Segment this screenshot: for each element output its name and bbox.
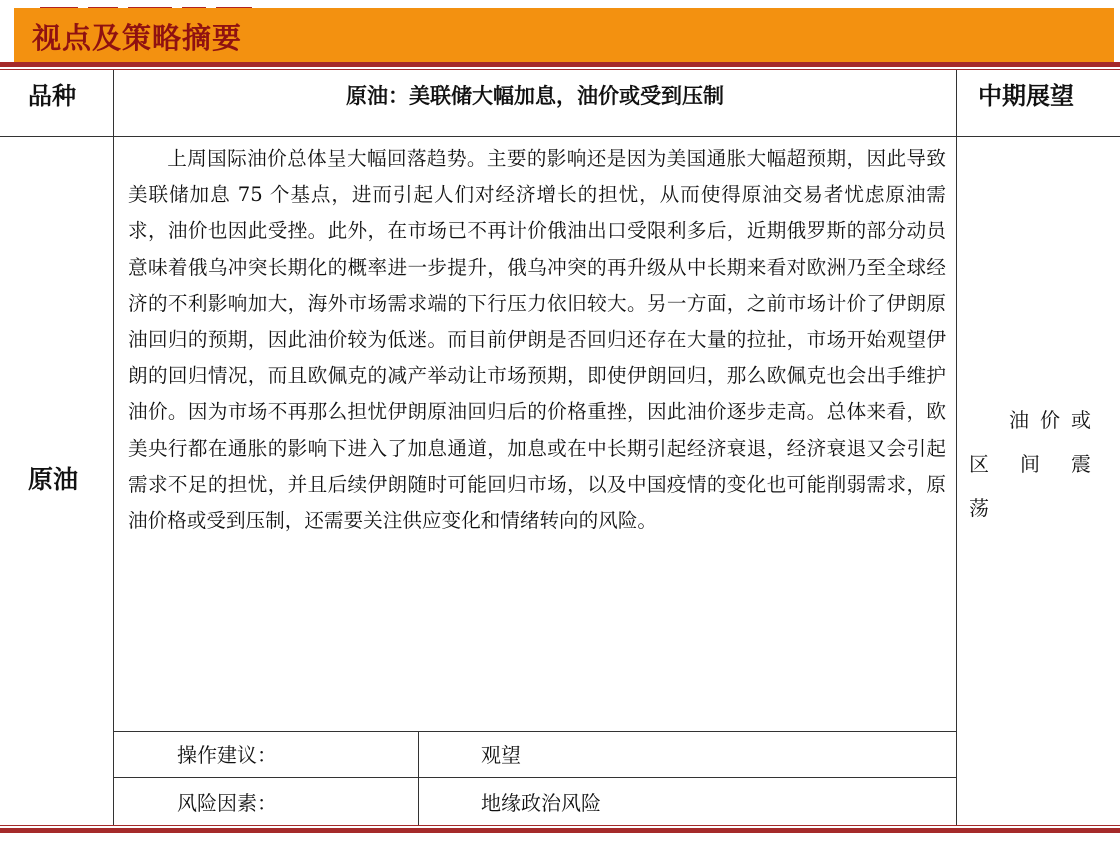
- top-rule-thin: [0, 69, 1120, 70]
- operation-label: 操作建议：: [177, 743, 277, 767]
- column-divider: [113, 70, 114, 825]
- column-divider: [418, 731, 419, 825]
- row-divider: [0, 136, 1120, 137]
- bottom-rule-thick: [0, 828, 1120, 833]
- risk-label: 风险因素：: [177, 791, 277, 815]
- outlook-text: 油价或区间震: [969, 408, 1093, 476]
- section-title: 视点及策略摘要: [32, 21, 243, 55]
- section-banner: [14, 8, 1114, 62]
- logo-fragment: [40, 0, 320, 8]
- risk-value: 地缘政治风险: [481, 791, 601, 815]
- bottom-rule-thin: [0, 825, 1120, 826]
- row-divider: [113, 777, 956, 778]
- header-variety: 品种: [28, 82, 76, 110]
- header-title: 原油：美联储大幅加息，油价或受到压制: [346, 84, 724, 108]
- top-rule-thick: [0, 62, 1120, 67]
- operation-value: 观望: [481, 743, 521, 767]
- analysis-text: 上周国际油价总体呈大幅回落趋势。主要的影响还是因为美国通胀大幅超预期，因此导致美联储加息 75 个基点，进而引起人们对经济增长的担忧，从而使得原油交易者忧虑原油需求，油价也因此受挫。此外，在市场已不再计价俄油出口受限利多后，近期俄罗斯的部分动员意味着俄乌冲突长期化的概率进一步提升，俄乌冲突的再升级从中长期来看对欧洲乃至全球经济的不利影响加大，海外市场需求端的下行压力依旧较大。另一方面，之前市场计价了伊朗原油回归的预期，因此油价较为低迷。而目前伊朗是否回归还存在大量的拉扯，市场开始观望伊朗的回归情况，而且欧佩克的减产举动让市场预期，即使伊朗回归，那么欧佩克也会出手维护油价。因为市场不再那么担忧伊朗原油回归后的价格重挫，因此油价逐步走高。总体来看，欧美央行都在通胀的影响下进入了加息通道，加息或在中长期引起经济衰退，经济衰退又会引起需求不足的担忧，并且后续伊朗随时可能回归市场，以及中国疫情的变化也可能削弱需求，原油价格或受到压制，还需要关注供应变化和情绪转向的风险。: [128, 147, 946, 533]
- variety-cell: 原油: [28, 465, 79, 494]
- outlook-text-tail: 荡: [969, 496, 989, 520]
- row-divider: [113, 731, 956, 732]
- column-divider: [956, 70, 957, 825]
- header-outlook: 中期展望: [978, 82, 1074, 110]
